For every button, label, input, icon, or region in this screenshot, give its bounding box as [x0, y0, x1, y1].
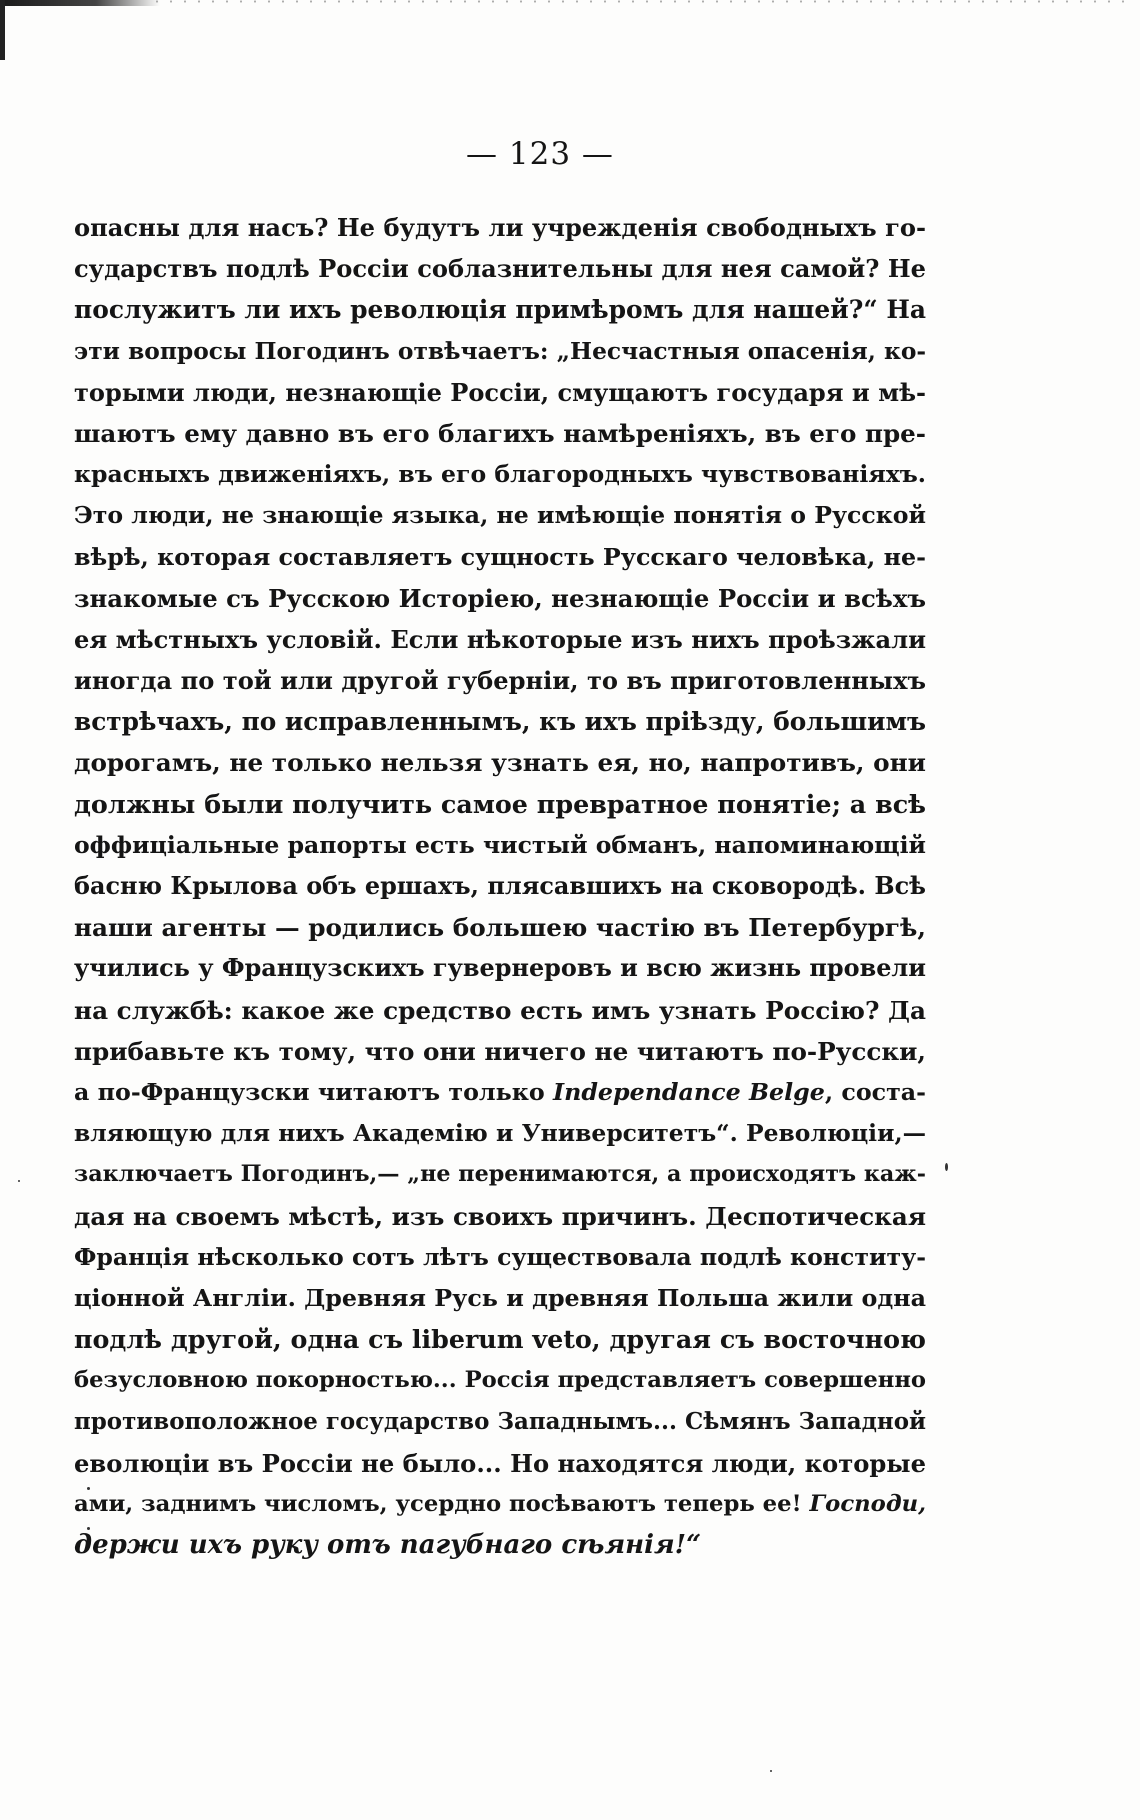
text-fragment: а по-Французски читаютъ только	[74, 1077, 553, 1106]
text-line: опасны для насъ? Не будутъ ли учрежденія свободныхъ го-	[74, 213, 926, 242]
text-line	[74, 1072, 926, 1113]
text-line: шаютъ ему давно въ его благихъ намѣреніяхъ, въ его пре-	[74, 418, 926, 448]
scan-left-edge	[0, 0, 5, 60]
text-line: учились у Французскихъ гувернеровъ и всю жизнь провели	[74, 954, 926, 983]
scan-speck	[87, 1527, 90, 1530]
text-line: подлѣ другой, одна съ liberum veto, другая съ восточною	[74, 1324, 926, 1355]
text-line: безусловною покорностью... Россія представляетъ совершенно	[74, 1367, 926, 1394]
text-fragment: ами, заднимъ числомъ, усердно посѣваютъ теперь ее!	[74, 1490, 810, 1517]
text-line: встрѣчахъ, по исправленнымъ, къ ихъ пріѣзду, большимъ	[74, 707, 926, 737]
text-line: красныхъ движеніяхъ, въ его благородныхъ чувствованіяхъ.	[74, 460, 926, 489]
text-line: противоположное государство Западнымъ... Сѣмянъ Западной	[74, 1408, 926, 1436]
body-text	[74, 207, 926, 1566]
text-line: дая на своемъ мѣстѣ, изъ своихъ причинъ. Деспотическая	[74, 1201, 926, 1231]
scan-edge-dots	[150, 0, 1130, 3]
text-line: еволюціи въ Россіи не было... Но находятся люди, которые	[74, 1448, 926, 1478]
text-line: эти вопросы Погодинъ отвѣчаетъ: „Несчастныя опасенія, ко-	[74, 336, 927, 365]
text-line: на службѣ: какое же средство есть имъ узнать Россію? Да	[74, 995, 926, 1025]
text-line: дорогамъ, не только нельзя узнать ея, но, напротивъ, они	[74, 748, 926, 778]
text-line: послужитъ ли ихъ революція примѣромъ для нашей?“ На	[74, 295, 927, 325]
text-line: вѣрѣ, которая составляетъ сущность Русскаго человѣка, не-	[74, 542, 926, 571]
text-line: оффиціальные рапорты есть чистый обманъ, напоминающій	[74, 830, 926, 859]
text-line: знакомые съ Русскою Исторіею, незнающіе Россіи и всѣхъ	[74, 583, 926, 613]
text-line: держи ихъ руку отъ пагубнаго сѣянія!“	[74, 1530, 702, 1560]
text-line: прибавьте къ тому, что они ничего не читаютъ по-Русски,	[74, 1036, 926, 1066]
text-line: басню Крылова объ ершахъ, плясавшихъ на сковородѣ. Всѣ	[74, 872, 926, 900]
scan-speck	[87, 1487, 90, 1490]
text-line	[74, 1484, 926, 1525]
italic-fragment: Господи,	[809, 1490, 927, 1517]
page-number: — 123 —	[466, 136, 614, 172]
text-line: наши агенты — родились большею частію въ Петербургѣ,	[74, 913, 926, 943]
text-line: Франція нѣсколько сотъ лѣтъ существовала подлѣ конститу-	[74, 1242, 926, 1271]
italic-fragment: Independance Belge	[553, 1077, 825, 1106]
text-line: сударствъ подлѣ Россіи соблазнительны для нея самой? Не	[74, 254, 926, 284]
text-line: Это люди, не знающіе языка, не имѣющіе понятія о Русской	[74, 501, 926, 530]
scan-edge-shadow	[0, 0, 160, 6]
scan-speck	[945, 1163, 948, 1171]
text-line: иногда по той или другой губерніи, то въ приготовленныхъ	[74, 666, 926, 696]
text-line: вляющую для нихъ Академію и Университетъ“. Революціи,—	[74, 1119, 926, 1148]
scan-speck	[770, 1770, 772, 1772]
text-line: ціонной Англіи. Древняя Русь и древняя Польша жили одна	[74, 1283, 926, 1312]
text-line: заключаетъ Погодинъ,— „не перенимаются, а происходятъ каж-	[74, 1161, 926, 1188]
text-fragment: , соста-	[824, 1077, 926, 1106]
text-line: должны были получить самое превратное понятіе; а всѣ	[74, 788, 926, 819]
text-line: ея мѣстныхъ условій. Если нѣкоторые изъ нихъ проѣзжали	[74, 624, 926, 654]
scan-speck	[18, 1180, 20, 1182]
text-line: торыми люди, незнающіе Россіи, смущаютъ государя и мѣ-	[74, 377, 926, 407]
